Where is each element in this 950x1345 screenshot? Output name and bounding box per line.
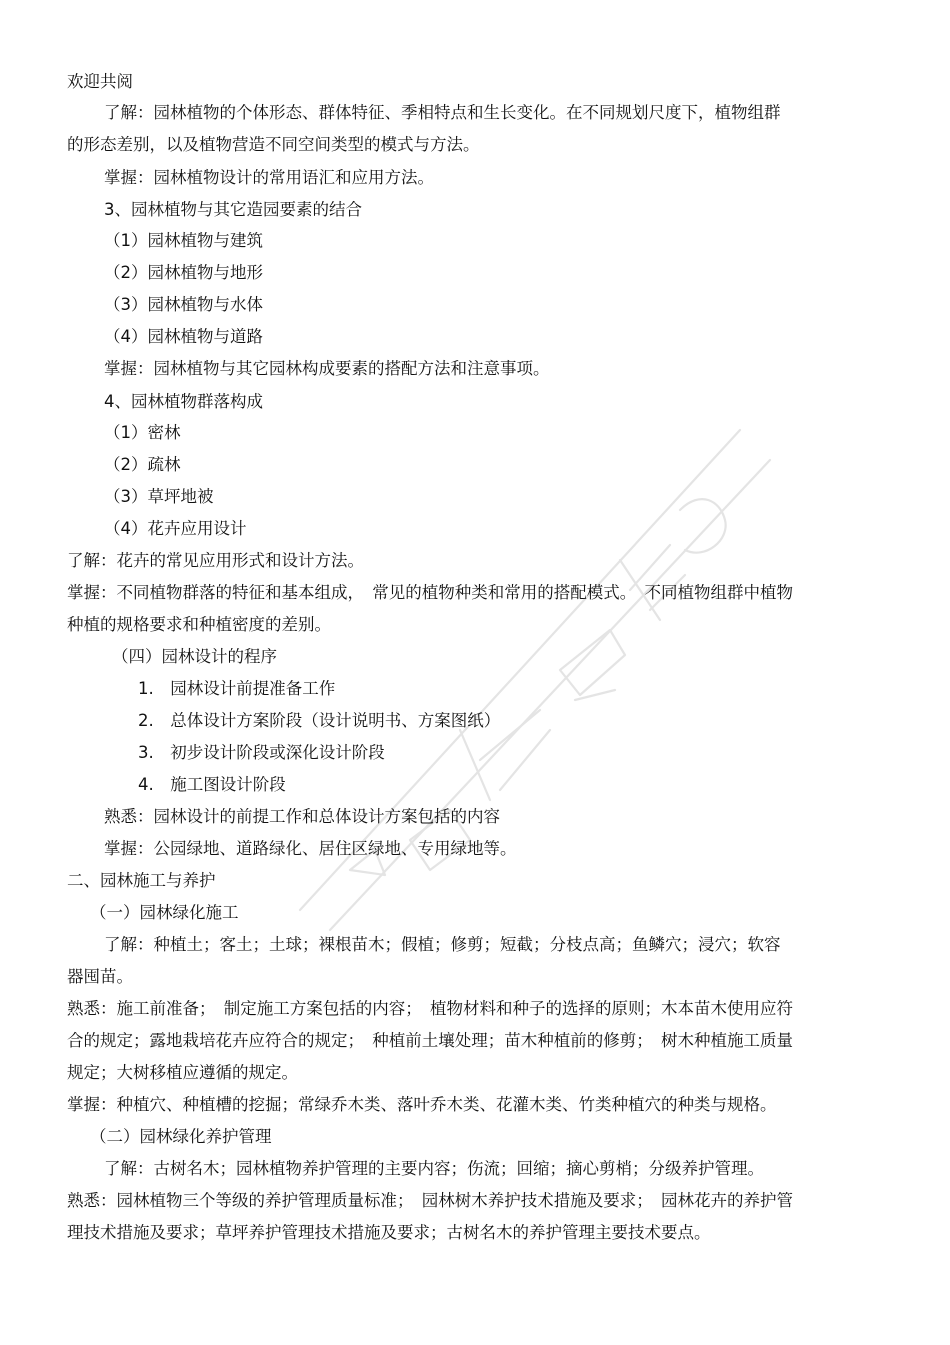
text-line: 熟悉：园林设计的前提工作和总体设计方案包括的内容	[104, 807, 500, 826]
text-line: 熟悉：园林植物三个等级的养护管理质量标准； 园林树木养护技术措施及要求； 园林花卉的养护管	[67, 1191, 793, 1210]
text-line: 掌握：不同植物群落的特征和基本组成， 常见的植物种类和常用的搭配模式。 不同植物组群中植物	[67, 583, 793, 602]
text-line: 掌握：园林植物与其它园林构成要素的搭配方法和注意事项。	[104, 359, 550, 378]
text-line: 3. 初步设计阶段或深化设计阶段	[138, 743, 385, 762]
text-line: （4）花卉应用设计	[104, 519, 247, 538]
text-line: （3）草坪地被	[104, 487, 214, 506]
text-line: （1）密林	[104, 423, 181, 442]
text-line: 熟悉：施工前准备； 制定施工方案包括的内容； 植物材料和种子的选择的原则；木本苗木使用应符	[67, 999, 793, 1018]
text-line: （四）园林设计的程序	[112, 647, 277, 666]
text-line: 二、园林施工与养护	[67, 871, 216, 890]
text-line: 种植的规格要求和种植密度的差别。	[67, 615, 331, 634]
text-line: （4）园林植物与道路	[104, 327, 263, 346]
text-line: （一）园林绿化施工	[90, 903, 239, 922]
text-line: 了解：种植土；客土；土球；裸根苗木；假植；修剪；短截；分枝点高；鱼鳞穴；浸穴；软容	[104, 935, 781, 954]
text-line: 了解：园林植物的个体形态、群体特征、季相特点和生长变化。在不同规划尺度下，植物组群	[104, 103, 781, 122]
text-line: 了解：古树名木；园林植物养护管理的主要内容；伤流；回缩；摘心剪梢；分级养护管理。	[104, 1159, 764, 1178]
text-line: 4. 施工图设计阶段	[138, 775, 286, 794]
text-line: 的形态差别，以及植物营造不同空间类型的模式与方法。	[67, 135, 480, 154]
text-line: 1. 园林设计前提准备工作	[138, 679, 336, 698]
text-line: （2）疏林	[104, 455, 181, 474]
text-line: （1）园林植物与建筑	[104, 231, 263, 250]
text-line: 器囤苗。	[67, 967, 133, 986]
text-line: （3）园林植物与水体	[104, 295, 263, 314]
text-line: （二）园林绿化养护管理	[90, 1127, 272, 1146]
header-text: 欢迎共阅	[67, 72, 133, 91]
text-line: 掌握：公园绿地、道路绿化、居住区绿地、专用绿地等。	[104, 839, 517, 858]
text-line: 掌握：种植穴、种植槽的挖掘；常绿乔木类、落叶乔木类、花灌木类、竹类种植穴的种类与规格。	[67, 1095, 777, 1114]
text-line: 掌握：园林植物设计的常用语汇和应用方法。	[104, 168, 434, 187]
text-line: 4、园林植物群落构成	[104, 392, 263, 411]
text-line: （2）园林植物与地形	[104, 263, 263, 282]
text-line: 了解：花卉的常见应用形式和设计方法。	[67, 551, 364, 570]
text-line: 理技术措施及要求；草坪养护管理技术措施及要求；古树名木的养护管理主要技术要点。	[67, 1223, 711, 1242]
text-line: 规定；大树移植应遵循的规定。	[67, 1063, 298, 1082]
text-line: 2. 总体设计方案阶段（设计说明书、方案图纸）	[138, 711, 501, 730]
text-line: 3、园林植物与其它造园要素的结合	[104, 200, 362, 219]
text-line: 合的规定；露地栽培花卉应符合的规定； 种植前土壤处理；苗木种植前的修剪； 树木种植施工质量	[67, 1031, 793, 1050]
